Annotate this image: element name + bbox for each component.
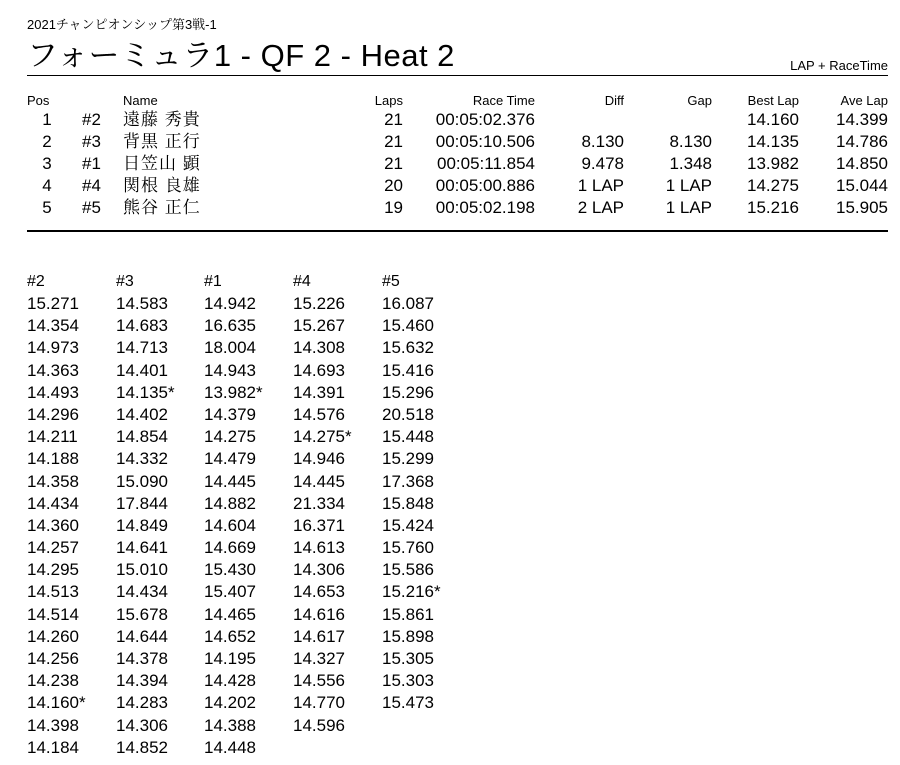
lap-column bbox=[27, 271, 112, 759]
result-race-time: 00:05:02.376 bbox=[435, 110, 535, 129]
lap-time: 14.257 bbox=[27, 538, 79, 558]
lap-time: 14.238 bbox=[27, 671, 79, 691]
lap-time: 14.465 bbox=[204, 604, 256, 624]
result-gap: 8.130 bbox=[669, 132, 712, 151]
result-row bbox=[27, 175, 888, 197]
result-car-number: #1 bbox=[82, 154, 101, 173]
lap-time: 16.087 bbox=[382, 294, 434, 313]
lap-time: 14.256 bbox=[27, 649, 79, 668]
lap-column-car: #3 bbox=[116, 273, 134, 290]
result-gap: 1.348 bbox=[669, 154, 712, 173]
lap-time: 14.332 bbox=[116, 449, 168, 469]
results-divider bbox=[27, 230, 888, 232]
lap-time: 14.652 bbox=[204, 626, 256, 646]
lap-time: 14.617 bbox=[293, 626, 345, 646]
lap-time: 15.303 bbox=[382, 671, 434, 691]
lap-time: 14.306 bbox=[116, 715, 168, 735]
lap-time: 14.434 bbox=[27, 493, 79, 513]
lap-time: 14.402 bbox=[116, 404, 168, 424]
lap-column bbox=[116, 271, 201, 759]
lap-time: 16.635 bbox=[204, 316, 256, 336]
lap-time: 14.713 bbox=[116, 338, 168, 358]
lap-time: 14.513 bbox=[27, 582, 79, 602]
lap-time: 14.583 bbox=[116, 294, 168, 313]
lap-time: 15.424 bbox=[382, 515, 434, 535]
lap-column-car: #1 bbox=[204, 273, 222, 290]
result-race-time: 00:05:10.506 bbox=[435, 132, 535, 151]
lap-column-car: #4 bbox=[293, 273, 311, 290]
lap-time: 14.275 bbox=[204, 427, 256, 447]
lap-time: 14.596 bbox=[293, 715, 345, 735]
lap-time: 14.973 bbox=[27, 338, 79, 358]
result-ave-lap: 15.905 bbox=[836, 198, 888, 217]
lap-time: 14.283 bbox=[116, 693, 168, 713]
result-driver-name: 背黒 正行 bbox=[123, 132, 201, 151]
result-gap: 1 LAP bbox=[665, 176, 712, 195]
lap-time: 14.195 bbox=[204, 649, 256, 668]
result-laps: 20 bbox=[384, 176, 403, 195]
lap-time: 14.401 bbox=[116, 360, 168, 380]
result-ave-lap: 14.399 bbox=[836, 110, 888, 129]
result-diff: 2 LAP bbox=[577, 198, 624, 217]
lap-time: 15.460 bbox=[382, 316, 434, 336]
results-table bbox=[27, 93, 888, 219]
lap-time: 14.616 bbox=[293, 604, 345, 624]
lap-time: 14.327 bbox=[293, 649, 345, 668]
lap-column-car: #5 bbox=[382, 273, 400, 290]
result-best-lap: 13.982 bbox=[747, 154, 799, 173]
result-race-time: 00:05:11.854 bbox=[437, 154, 535, 173]
lap-time: 14.135* bbox=[116, 382, 175, 402]
results-header-row bbox=[27, 93, 888, 109]
lap-time: 14.434 bbox=[116, 582, 168, 602]
page-title: フォーミュラ1 - QF 2 - Heat 2 bbox=[27, 38, 455, 73]
lap-time: 15.586 bbox=[382, 560, 434, 580]
lap-time: 14.202 bbox=[204, 693, 256, 713]
lap-time: 15.848 bbox=[382, 493, 434, 513]
lap-time: 14.445 bbox=[293, 471, 345, 491]
lap-time: 20.518 bbox=[382, 404, 434, 424]
lap-time: 14.445 bbox=[204, 471, 256, 491]
col-laps-header: Laps bbox=[374, 93, 403, 108]
lap-time: 14.576 bbox=[293, 404, 345, 424]
col-name-header: Name bbox=[123, 93, 158, 108]
result-laps: 21 bbox=[384, 110, 403, 129]
col-gap-header: Gap bbox=[687, 93, 712, 108]
result-pos: 4 bbox=[42, 176, 52, 195]
lap-time: 15.226 bbox=[293, 294, 345, 313]
col-best-lap-header: Best Lap bbox=[747, 93, 799, 108]
lap-time: 15.010 bbox=[116, 560, 168, 580]
result-row bbox=[27, 153, 888, 175]
lap-time: 15.430 bbox=[204, 560, 256, 580]
result-driver-name: 遠藤 秀貴 bbox=[123, 110, 201, 129]
lap-time: 14.644 bbox=[116, 626, 168, 646]
lap-time: 14.388 bbox=[204, 715, 256, 735]
lap-time: 14.398 bbox=[27, 715, 79, 735]
lap-time: 14.669 bbox=[204, 538, 256, 558]
lap-time: 15.296 bbox=[382, 382, 434, 402]
result-laps: 21 bbox=[384, 132, 403, 151]
lap-time: 14.295 bbox=[27, 560, 79, 580]
lap-time: 17.844 bbox=[116, 493, 168, 513]
lap-column bbox=[293, 271, 378, 737]
result-row bbox=[27, 131, 888, 153]
lap-time: 15.632 bbox=[382, 338, 434, 358]
lap-time: 14.260 bbox=[27, 626, 79, 646]
report-type: LAP + RaceTime bbox=[790, 58, 888, 73]
lap-time: 18.004 bbox=[204, 338, 256, 358]
result-pos: 2 bbox=[42, 132, 52, 151]
result-laps: 21 bbox=[384, 154, 403, 173]
result-driver-name: 熊谷 正仁 bbox=[123, 198, 201, 217]
lap-time: 14.296 bbox=[27, 404, 79, 424]
lap-time: 15.473 bbox=[382, 693, 434, 713]
result-best-lap: 15.216 bbox=[747, 198, 799, 217]
result-driver-name: 関根 良雄 bbox=[123, 176, 201, 195]
lap-time: 14.882 bbox=[204, 493, 256, 513]
col-ave-lap-header: Ave Lap bbox=[840, 93, 888, 108]
result-ave-lap: 14.786 bbox=[836, 132, 888, 151]
result-laps: 19 bbox=[384, 198, 403, 217]
lap-time: 14.556 bbox=[293, 671, 345, 691]
lap-time: 15.267 bbox=[293, 316, 345, 336]
result-car-number: #5 bbox=[82, 198, 101, 217]
lap-time: 15.898 bbox=[382, 626, 434, 646]
lap-time: 14.363 bbox=[27, 360, 79, 380]
lap-time: 14.379 bbox=[204, 404, 256, 424]
result-car-number: #3 bbox=[82, 132, 101, 151]
lap-time: 15.216* bbox=[382, 582, 441, 602]
col-pos-header: Pos bbox=[27, 93, 50, 108]
lap-time: 14.641 bbox=[116, 538, 168, 558]
lap-time: 15.407 bbox=[204, 582, 256, 602]
result-pos: 1 bbox=[42, 110, 52, 129]
lap-time: 15.305 bbox=[382, 649, 434, 668]
lap-time: 15.271 bbox=[27, 294, 79, 313]
result-diff: 8.130 bbox=[581, 132, 624, 151]
result-pos: 3 bbox=[42, 154, 52, 173]
lap-time: 15.416 bbox=[382, 360, 434, 380]
result-ave-lap: 15.044 bbox=[836, 176, 888, 195]
result-best-lap: 14.160 bbox=[747, 110, 799, 129]
lap-time: 15.299 bbox=[382, 449, 434, 469]
lap-time: 14.188 bbox=[27, 449, 79, 469]
result-row bbox=[27, 197, 888, 219]
lap-time: 14.448 bbox=[204, 737, 256, 757]
lap-time: 14.428 bbox=[204, 671, 256, 691]
lap-time: 14.160* bbox=[27, 693, 86, 713]
lap-time: 21.334 bbox=[293, 493, 345, 513]
result-best-lap: 14.275 bbox=[747, 176, 799, 195]
result-driver-name: 日笠山 顕 bbox=[123, 154, 201, 173]
lap-time: 14.943 bbox=[204, 360, 256, 380]
lap-time: 15.678 bbox=[116, 604, 168, 624]
lap-time: 15.448 bbox=[382, 427, 434, 447]
lap-time: 14.493 bbox=[27, 382, 79, 402]
result-race-time: 00:05:02.198 bbox=[435, 198, 535, 217]
lap-time: 14.184 bbox=[27, 737, 79, 757]
result-gap: 1 LAP bbox=[665, 198, 712, 217]
lap-time: 14.946 bbox=[293, 449, 345, 469]
lap-time: 14.306 bbox=[293, 560, 345, 580]
lap-column bbox=[382, 271, 467, 715]
result-car-number: #4 bbox=[82, 176, 101, 195]
lap-time: 13.982* bbox=[204, 382, 263, 402]
result-ave-lap: 14.850 bbox=[836, 154, 888, 173]
lap-time: 14.604 bbox=[204, 515, 256, 535]
lap-time: 14.942 bbox=[204, 294, 256, 313]
lap-time: 14.354 bbox=[27, 316, 79, 336]
lap-time: 14.613 bbox=[293, 538, 345, 558]
col-race-time-header: Race Time bbox=[472, 93, 535, 108]
lap-time: 16.371 bbox=[293, 515, 345, 535]
result-diff: 9.478 bbox=[581, 154, 624, 173]
lap-time: 14.653 bbox=[293, 582, 345, 602]
lap-time: 14.308 bbox=[293, 338, 345, 358]
lap-time: 14.854 bbox=[116, 427, 168, 447]
lap-time: 14.849 bbox=[116, 515, 168, 535]
header-divider bbox=[27, 75, 888, 76]
lap-time: 17.368 bbox=[382, 471, 434, 491]
lap-time: 14.394 bbox=[116, 671, 168, 691]
result-row bbox=[27, 109, 888, 131]
lap-time: 14.391 bbox=[293, 382, 345, 402]
lap-time: 14.358 bbox=[27, 471, 79, 491]
lap-time: 14.378 bbox=[116, 649, 168, 668]
lap-column-car: #2 bbox=[27, 273, 45, 290]
lap-time: 14.479 bbox=[204, 449, 256, 469]
lap-time: 14.770 bbox=[293, 693, 345, 713]
lap-column bbox=[204, 271, 289, 759]
lap-time: 14.693 bbox=[293, 360, 345, 380]
result-car-number: #2 bbox=[82, 110, 101, 129]
lap-time: 15.760 bbox=[382, 538, 434, 558]
result-best-lap: 14.135 bbox=[747, 132, 799, 151]
result-pos: 5 bbox=[42, 198, 52, 217]
lap-time: 14.852 bbox=[116, 737, 168, 757]
lap-time: 14.360 bbox=[27, 515, 79, 535]
lap-time: 14.275* bbox=[293, 427, 352, 447]
lap-time: 14.683 bbox=[116, 316, 168, 336]
result-race-time: 00:05:00.886 bbox=[435, 176, 535, 195]
col-diff-header: Diff bbox=[604, 93, 624, 108]
lap-time: 15.861 bbox=[382, 604, 434, 624]
event-name: 2021チャンピオンシップ第3戦-1 bbox=[27, 17, 217, 32]
result-diff: 1 LAP bbox=[577, 176, 624, 195]
lap-time: 15.090 bbox=[116, 471, 168, 491]
lap-time: 14.514 bbox=[27, 604, 79, 624]
lap-time: 14.211 bbox=[27, 427, 78, 447]
